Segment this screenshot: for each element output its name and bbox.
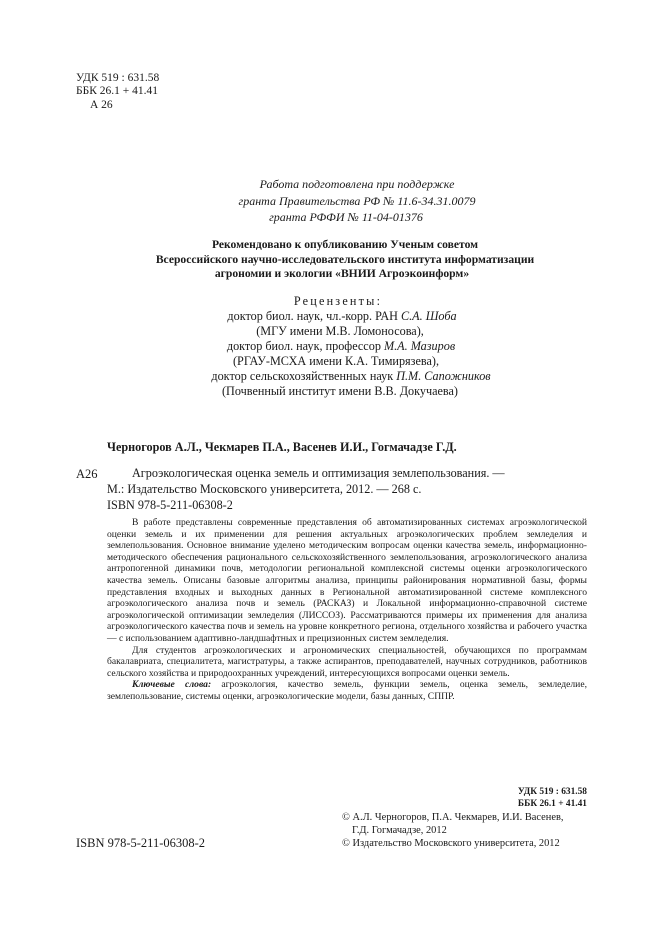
- audience-paragraph: Для студентов агроэкологических и агрономических специальностей, обучающихся по программам бакалавриата, специалитета, магистратуры, а также аспирантов, преподавателей, научных сотрудников, работников сельского хозяйства и природоохранных учреждений, интересующихся вопросами оценки земель.: [107, 644, 587, 679]
- abstract: [107, 517, 587, 703]
- grant-line-2: гранта Правительства РФ № 11.6-34.31.0079: [238, 193, 476, 208]
- footer-codes: [518, 787, 587, 810]
- udk-code: УДК 519 : 631.58: [76, 72, 160, 84]
- grant-support: [0, 176, 646, 226]
- reviewer-2-name: М.А. Мазиров: [383, 339, 456, 353]
- reviewer-2-org: (РГАУ-МСХА имени К.А. Тимирязева),: [232, 354, 439, 368]
- footer-bbk: ББК 26.1 + 41.41: [517, 798, 587, 809]
- reviewer-1: [0, 309, 646, 324]
- isbn-line: ISBN 978-5-211-06308-2: [107, 498, 233, 512]
- copyright-publisher: © Издательство Московского университета, 2012: [342, 837, 560, 849]
- reviewer-3: [0, 369, 646, 384]
- grant-line-3: гранта РФФИ № 11-04-01376: [269, 210, 423, 224]
- recommendation-line-3: агрономии и экологии «ВНИИ Агроэкоинформ»: [214, 267, 470, 281]
- keywords-paragraph: [107, 679, 587, 702]
- reviewer-3-name: П.М. Сапожников: [396, 369, 491, 383]
- bbk-code: ББК 26.1 + 41.41: [76, 85, 158, 98]
- book-authors: Черногоров А.Л., Чекмарев П.А., Васенев И.И., Гогмачадзе Г.Д.: [107, 440, 457, 454]
- copyright: [342, 812, 563, 850]
- book-title-line: Агроэкологическая оценка земель и оптимизация землепользования. —: [132, 466, 505, 480]
- grant-line-1: Работа подготовлена при поддержке: [259, 177, 455, 191]
- reviewer-3-title: доктор сельскохозяйственных наук: [211, 369, 397, 383]
- recommendation-line-1: Рекомендовано к опубликованию Ученым советом: [211, 238, 479, 251]
- bibliographic-index: А26: [76, 467, 98, 481]
- recommendation: [0, 238, 646, 282]
- reviewer-1-title: доктор биол. наук, чл.-корр. РАН: [227, 309, 401, 323]
- footer-isbn: ISBN 978-5-211-06308-2: [76, 836, 206, 850]
- classification-codes: [76, 72, 159, 112]
- copyright-authors-cont: Г.Д. Гогмачадзе, 2012: [352, 824, 447, 836]
- abstract-paragraph: В работе представлены современные представления об автоматизированных системах агроэкологической оценки земель и их применении для решения актуальных агроэкологических проблем земледелия и землепользования. Основное внимание уделено методическим вопросам оценки качества земель, информационно-методического обеспечения рационального сельскохозяйственного землепользования, агроэкологического анализа антропогенной динамики почв, методологии региональной комплексной системы оценки агроэкологического качества земель. Описаны базовые алгоритмы анализа, принципы районирования нормативной базы, формы представления входных и выходных данных в Региональной автоматизированной системе комплексного агроэкологического анализа почв и земель (РАСКАЗ) и Локальной информационно-справочной системе агроэкологической оптимизации земледелия (ЛИССОЗ). Рассматриваются примеры их применения для анализа агроэкологического качества почв и земель на уровне конкретного региона, отдельного хозяйства и рабочего участка — с использованием адаптивно-ландшафтных и прецизионных систем земледелия.: [107, 517, 587, 644]
- publisher-line: М.: Издательство Московского университета, 2012. — 268 с.: [107, 482, 422, 496]
- reviewer-1-name: С.А. Шоба: [400, 309, 457, 323]
- reviewer-2: [0, 339, 646, 354]
- footer-udk: УДК 519 : 631.58: [517, 787, 587, 797]
- reviewer-1-org: (МГУ имени М.В. Ломоносова),: [256, 324, 424, 338]
- reviewers-heading: Рецензенты:: [293, 294, 383, 308]
- reviewer-3-org: (Почвенный институт имени В.В. Докучаева): [222, 384, 458, 398]
- reviewer-2-title: доктор биол. наук, профессор: [226, 339, 384, 353]
- bibliographic-record: [107, 465, 587, 513]
- copyright-authors: © А.Л. Черногоров, П.А. Чекмарев, И.И. Васенев,: [342, 812, 564, 823]
- keywords-label: Ключевые слова:: [132, 679, 212, 691]
- recommendation-line-2: Всероссийского научно-исследовательского института информатизации: [155, 252, 535, 266]
- author-index: А 26: [90, 98, 113, 111]
- keywords-text: агроэкология, качество земель, функции земель, оценка земель, земледелие, землепользование, системы оценки, агроэкологические модели, базы данных, СППР.: [107, 679, 587, 702]
- reviewers: [0, 294, 646, 399]
